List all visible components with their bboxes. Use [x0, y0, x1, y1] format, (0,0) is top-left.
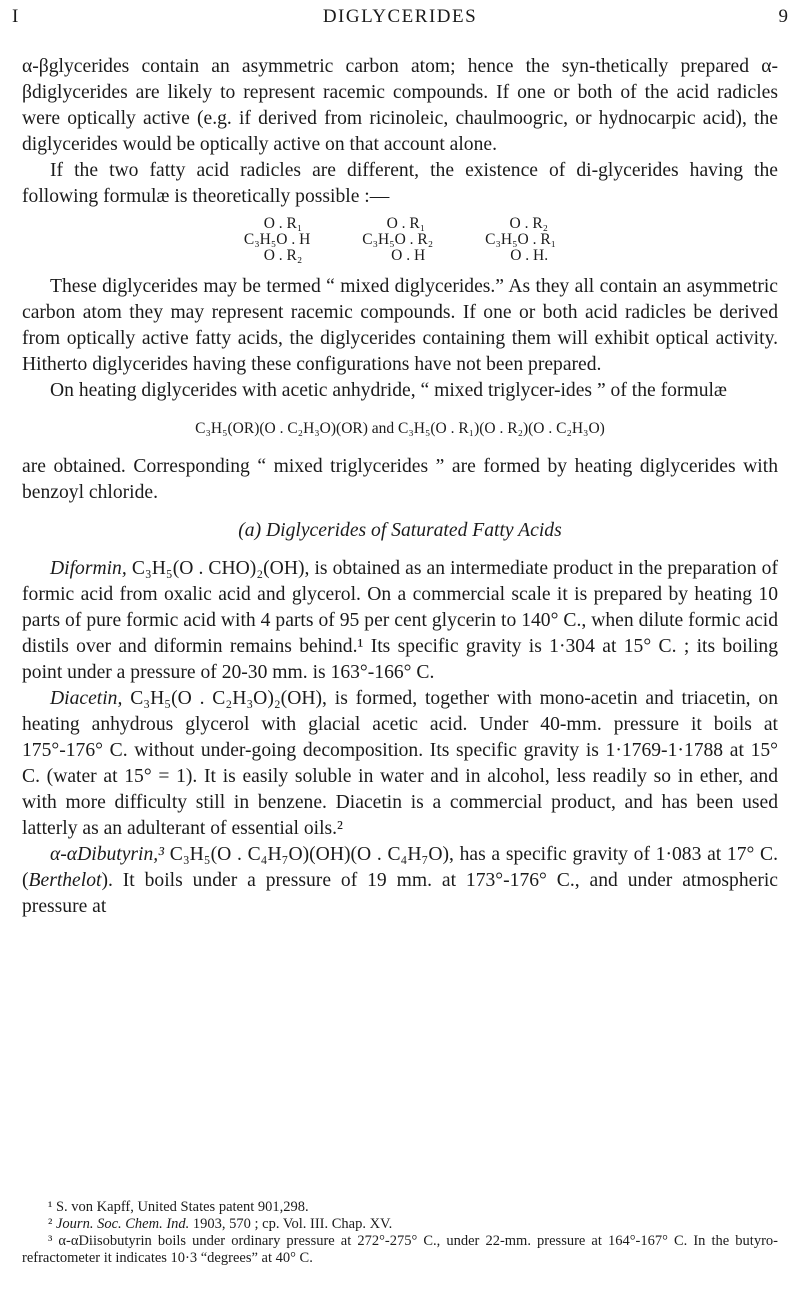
- formula-1-mid: C₃H₅O . H: [243, 231, 311, 248]
- formula-3-bottom: O . H.: [510, 247, 549, 264]
- chapter-number: I: [12, 6, 19, 27]
- dibutyrin-name: α-αDibutyrin,³: [50, 844, 165, 865]
- diglyceride-formulae: [22, 216, 778, 264]
- section-heading: (a) Diglycerides of Saturated Fatty Acids: [238, 520, 562, 541]
- page-number: 9: [778, 6, 788, 27]
- footnote-2-citation: 1903, 570 ; cp. Vol. III. Chap. XV.: [189, 1216, 393, 1232]
- main-text: [22, 54, 778, 920]
- dibutyrin-text-b: ). It boils under a pressure of 19 mm. at 173°-176° C., and under atmospheric pressure at: [22, 870, 778, 917]
- paragraph-obtained: are obtained. Corresponding “ mixed triglycerides ” are formed by heating diglycerides with benzoyl chloride.: [22, 456, 778, 503]
- dibutyrin-author: Berthelot: [28, 870, 102, 891]
- formula-2-mid: C₃H₅O . R₂: [362, 231, 434, 248]
- entry-diacetin: [22, 686, 778, 842]
- diformin-name: Diformin,: [50, 558, 127, 579]
- footnote-2-number: ²: [48, 1216, 56, 1232]
- footnote-2: [22, 1216, 778, 1233]
- paragraph-acetic-anhydride: On heating diglycerides with acetic anhydride, “ mixed triglycer-ides ” of the formulæ: [50, 380, 727, 401]
- formula-1-bottom: O . R₂: [263, 247, 303, 264]
- formula-3-mid: C₃H₅O . R₁: [485, 231, 557, 248]
- paragraph-formulae-intro: If the two fatty acid radicles are different, the existence of di-glycerides having the following formulæ is theoretically possible :—: [22, 160, 778, 207]
- formula-2: [362, 216, 433, 264]
- formula-1: [244, 216, 310, 264]
- diformin-text: C₃H₅(O . CHO)₂(OH), is obtained as an intermediate product in the preparation of formic acid from oxalic acid and glycerol. On a commercial scale it is prepared by heating 10 parts of pure formic acid with 4 parts of 95 per cent glycerin to 140° C., when dilute formic acid distils over and diformin remains behind.¹ Its specific gravity is 1·304 at 15° C. ; its boiling point under a pressure of 20-30 mm. is 163°-166° C.: [22, 558, 778, 683]
- entry-dibutyrin: [22, 842, 778, 920]
- running-title: DIGLYCERIDES: [322, 6, 478, 27]
- formula-1-top: O . R₁: [263, 215, 303, 232]
- dibutyrin-text-a: C₃H₅(O . C₄H₇O)(OH)(O . C₄H₇O), has a specific gravity of 1·083 at 17° C. (: [22, 844, 778, 891]
- mixed-triglyceride-equation: C₃H₅(OR)(O . C₂H₃O)(OR) and C₃H₅(O . R₁)(O . R₂)(O . C₂H₃O): [195, 420, 605, 437]
- formula-3: [485, 216, 556, 264]
- diacetin-name: Diacetin,: [50, 688, 123, 709]
- formula-3-top: O . R₂: [509, 215, 549, 232]
- footnote-1: ¹ S. von Kapff, United States patent 901,298.: [48, 1199, 309, 1215]
- paragraph-asymmetric-carbon: α-βglycerides contain an asymmetric carbon atom; hence the syn-thetically prepared α-βdiglycerides are likely to represent racemic compounds. If one or both of the acid radicles were optically active (e.g. if derived from ricinoleic, chaulmoogric, or hydnocarpic acid), the diglycerides would be optically active on that account alone.: [22, 56, 778, 155]
- entry-diformin: [22, 556, 778, 686]
- formula-2-top: O . R₁: [386, 215, 426, 232]
- footnotes: [22, 1199, 778, 1267]
- formula-2-bottom: O . H: [391, 247, 426, 264]
- paragraph-mixed-diglycerides: These diglycerides may be termed “ mixed diglycerides.” As they all contain an asymmetric carbon atom they may represent racemic compounds. If one or both acid radicles be derived from optically active fatty acids, the diglycerides containing them will exhibit optical activity. Hitherto diglycerides having these configurations have not been prepared.: [22, 276, 778, 375]
- running-header: [12, 6, 788, 36]
- footnote-3: ³ α-αDiisobutyrin boils under ordinary pressure at 272°-275° C., under 22-mm. pressure at 164°-167° C. In the butyro-refractometer it indicates 10·3 “degrees” at 40° C.: [22, 1233, 778, 1266]
- diacetin-text: C₃H₅(O . C₂H₃O)₂(OH), is formed, together with mono-acetin and triacetin, on heating anhydrous glycerol with glacial acetic acid. Under 40-mm. pressure it boils at 175°-176° C. without under-going decomposition. Its specific gravity is 1·1769-1·1788 at 15° C. (water at 15° = 1). It is easily soluble in water and in alcohol, less readily so in ether, and with more difficulty still in benzene. Diacetin is a commercial product, and has been used latterly as an adulterant of essential oils.²: [22, 688, 778, 839]
- footnote-2-journal: Journ. Soc. Chem. Ind.: [55, 1216, 190, 1232]
